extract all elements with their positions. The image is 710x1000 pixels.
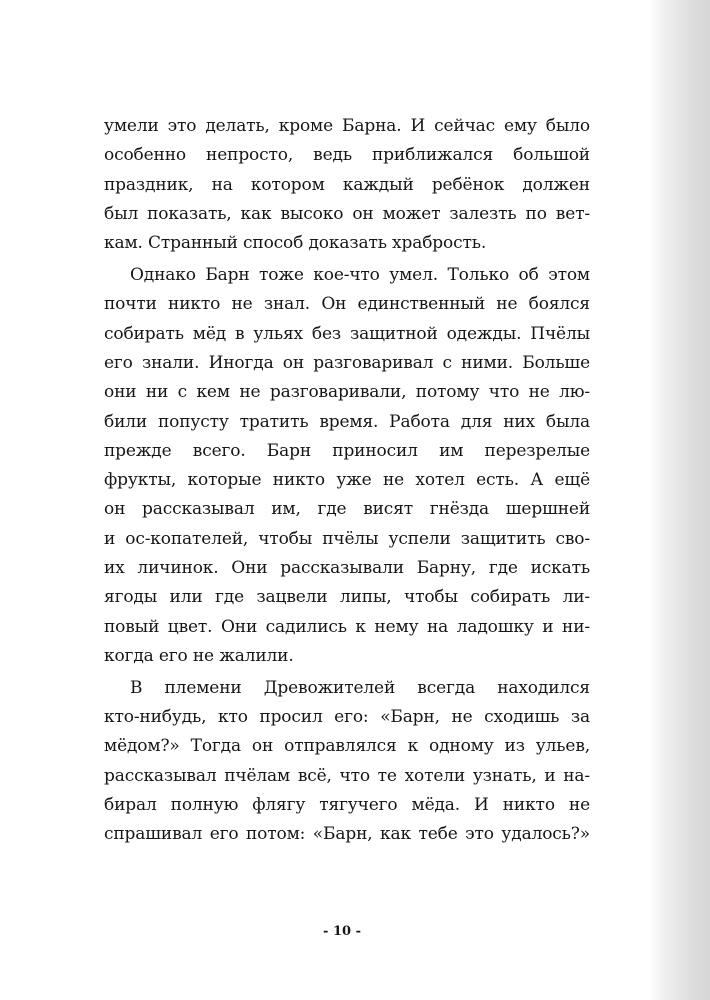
text-line: они ни с кем не разговаривали, потому что не лю- bbox=[104, 382, 590, 403]
text-line: их личинок. Они рассказывали Барну, где искать bbox=[104, 558, 590, 579]
text-line: спрашивал его потом: «Барн, как тебе это удалось?» bbox=[104, 824, 590, 845]
text-line: почти никто не знал. Он единственный не боялся bbox=[104, 294, 590, 315]
page-number: - 10 - bbox=[323, 924, 361, 939]
text-line: был показать, как высоко он может залезть по вет- bbox=[104, 203, 590, 224]
text-line: рассказывал пчёлам всё, что те хотели узнать, и на- bbox=[104, 765, 590, 786]
paragraph-1 bbox=[104, 112, 590, 258]
text-line: праздник, на котором каждый ребёнок должен bbox=[104, 174, 590, 195]
text-line: били попусту тратить время. Работа для них была bbox=[104, 411, 590, 432]
text-line: мёдом?» Тогда он отправлялся к одному из ульев, bbox=[104, 736, 590, 757]
text-line: и ос-копателей, чтобы пчёлы успели защитить сво- bbox=[104, 528, 590, 549]
text-line: его знали. Иногда он разговаривал с ними. Больше bbox=[104, 352, 590, 373]
text-line: кто-нибудь, кто просил его: «Барн, не сходишь за bbox=[104, 707, 590, 728]
text-line: особенно непросто, ведь приближался большой bbox=[104, 145, 590, 166]
text-line: когда его не жалили. bbox=[104, 645, 294, 666]
paragraph-3 bbox=[104, 674, 590, 850]
text-line: фрукты, которые никто уже не хотел есть. А ещё bbox=[104, 470, 590, 491]
text-line: повый цвет. Они садились к нему на ладошку и ни- bbox=[104, 616, 590, 637]
text-line: В племени Древожителей всегда находился bbox=[130, 677, 590, 698]
paragraph-2 bbox=[104, 261, 590, 671]
text-line: собирать мёд в ульях без защитной одежды. Пчёлы bbox=[104, 323, 590, 344]
text-line: кам. Странный способ доказать храбрость. bbox=[104, 233, 487, 254]
body-text bbox=[104, 112, 590, 850]
page-edge-shadow bbox=[648, 0, 710, 1000]
text-line: прежде всего. Барн приносил им перезрелые bbox=[104, 440, 590, 461]
text-line: Однако Барн тоже кое-что умел. Только об этом bbox=[130, 265, 590, 286]
text-line: умели это делать, кроме Барна. И сейчас ему было bbox=[104, 116, 590, 136]
text-line: бирал полную флягу тягучего мёда. И никто не bbox=[104, 795, 590, 816]
text-line: ягоды или где зацвели липы, чтобы собирать ли- bbox=[104, 587, 590, 608]
text-line: он рассказывал им, где висят гнёзда шершней bbox=[104, 499, 590, 520]
